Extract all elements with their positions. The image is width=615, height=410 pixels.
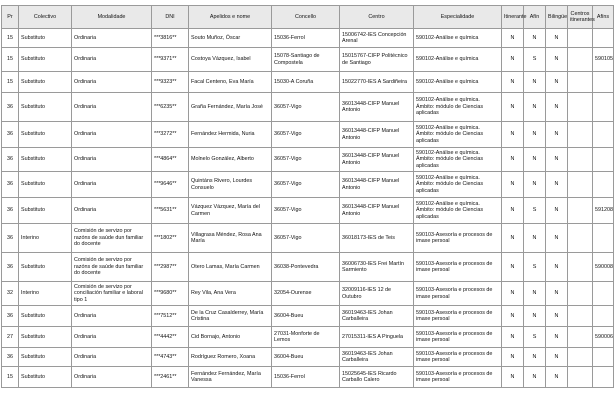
col-header-centro: Centro <box>340 6 414 29</box>
cell-afins: 590006 <box>593 327 614 348</box>
cell-itinerante: N <box>502 253 524 282</box>
cell-afins <box>593 172 614 198</box>
cell-bilingue: N <box>546 122 568 148</box>
cell-itinerante: N <box>502 72 524 93</box>
cell-itinerante: N <box>502 348 524 367</box>
col-header-concello: Concello <box>272 6 340 29</box>
cell-afin: N <box>524 93 546 122</box>
cell-afins <box>593 306 614 327</box>
cell-especialidade: 590102-Análise e química. Ámbito: módulo de Ciencias aplicadas <box>414 198 502 224</box>
cell-dni: ***6235** <box>152 93 189 122</box>
cell-concello: 32054-Ourense <box>272 282 340 306</box>
cell-afins <box>593 122 614 148</box>
table-row <box>2 198 614 224</box>
cell-colectivo: Substituto <box>19 253 72 282</box>
cell-concello: 36057-Vigo <box>272 93 340 122</box>
cell-pr: 32 <box>2 282 19 306</box>
cell-concello: 36004-Bueu <box>272 348 340 367</box>
cell-centros-itinerantes <box>568 224 593 253</box>
cell-colectivo: Substituto <box>19 93 72 122</box>
col-header-centros-itinerantes: Centros itinerantes <box>568 6 593 29</box>
cell-centros-itinerantes <box>568 348 593 367</box>
cell-afins <box>593 93 614 122</box>
cell-especialidade: 590103-Asesoría e procesos de imaxe persoal <box>414 253 502 282</box>
cell-centro: 15006742-IES Concepción Arenal <box>340 29 414 48</box>
cell-dni: ***2461** <box>152 367 189 388</box>
cell-especialidade: 590103-Asesoría e procesos de imaxe persoal <box>414 224 502 253</box>
cell-colectivo: Substituto <box>19 72 72 93</box>
cell-bilingue: N <box>546 29 568 48</box>
cell-dni: ***4442** <box>152 327 189 348</box>
cell-afins <box>593 29 614 48</box>
cell-especialidade: 590102-Análise e química <box>414 29 502 48</box>
cell-modalidade: Comisión de servizo por razóns de saúde dun familiar do docente <box>72 224 152 253</box>
cell-concello: 36057-Vigo <box>272 148 340 172</box>
cell-colectivo: Substituto <box>19 148 72 172</box>
col-header-dni: DNI <box>152 6 189 29</box>
cell-centro: 15022770-IES A Sardiñeira <box>340 72 414 93</box>
cell-modalidade: Comisión de servizo por razóns de saúde dun familiar do docente <box>72 253 152 282</box>
cell-pr: 36 <box>2 253 19 282</box>
cell-bilingue: N <box>546 72 568 93</box>
cell-nome: Costoya Vázquez, Isabel <box>189 48 272 72</box>
cell-bilingue: N <box>546 348 568 367</box>
cell-concello: 15036-Ferrol <box>272 367 340 388</box>
cell-afin: S <box>524 253 546 282</box>
cell-afin: N <box>524 29 546 48</box>
cell-colectivo: Substituto <box>19 198 72 224</box>
cell-centro: 15025645-IES Ricardo Carballo Calero <box>340 367 414 388</box>
cell-pr: 36 <box>2 93 19 122</box>
cell-centro: 32009116-IES 12 de Outubro <box>340 282 414 306</box>
cell-afin: N <box>524 148 546 172</box>
table-row <box>2 253 614 282</box>
cell-centro: 36013448-CIFP Manuel Antonio <box>340 198 414 224</box>
cell-bilingue: N <box>546 306 568 327</box>
cell-bilingue: N <box>546 327 568 348</box>
col-header-especialidade: Especialidade <box>414 6 502 29</box>
cell-pr: 36 <box>2 348 19 367</box>
cell-afins: 590008 <box>593 253 614 282</box>
cell-nome: Cid Bornajo, Antonio <box>189 327 272 348</box>
cell-nome: Vázquez Vázquez, María del Carmen <box>189 198 272 224</box>
cell-itinerante: N <box>502 93 524 122</box>
cell-dni: ***5631** <box>152 198 189 224</box>
cell-centros-itinerantes <box>568 327 593 348</box>
cell-nome: Rodríguez Romero, Xoana <box>189 348 272 367</box>
cell-centros-itinerantes <box>568 253 593 282</box>
cell-itinerante: N <box>502 148 524 172</box>
cell-itinerante: N <box>502 367 524 388</box>
cell-modalidade: Ordinaria <box>72 93 152 122</box>
table-header-row <box>2 6 614 29</box>
cell-especialidade: 590103-Asesoría e procesos de imaxe persoal <box>414 282 502 306</box>
cell-afin: N <box>524 172 546 198</box>
table-row <box>2 122 614 148</box>
cell-concello: 36057-Vigo <box>272 224 340 253</box>
cell-modalidade: Ordinaria <box>72 48 152 72</box>
cell-colectivo: Interino <box>19 282 72 306</box>
cell-bilingue: N <box>546 198 568 224</box>
cell-especialidade: 590103-Asesoría e procesos de imaxe persoal <box>414 327 502 348</box>
cell-afins <box>593 148 614 172</box>
cell-colectivo: Substituto <box>19 327 72 348</box>
cell-pr: 36 <box>2 198 19 224</box>
cell-concello: 36057-Vigo <box>272 198 340 224</box>
cell-itinerante: N <box>502 198 524 224</box>
cell-pr: 27 <box>2 327 19 348</box>
cell-afin: N <box>524 72 546 93</box>
cell-colectivo: Substituto <box>19 29 72 48</box>
col-header-modalidade: Modalidade <box>72 6 152 29</box>
assignments-table <box>1 5 614 388</box>
cell-modalidade: Ordinaria <box>72 172 152 198</box>
table-row <box>2 367 614 388</box>
cell-nome: Fernández Hermida, Nuria <box>189 122 272 148</box>
cell-nome: Villagrasa Méndez, Rosa Ana María <box>189 224 272 253</box>
cell-concello: 15030-A Coruña <box>272 72 340 93</box>
col-header-afin: Afín <box>524 6 546 29</box>
cell-colectivo: Substituto <box>19 48 72 72</box>
cell-centro: 36019463-IES Johan Carballeira <box>340 306 414 327</box>
col-header-nome: Apelidos e nome <box>189 6 272 29</box>
table-row <box>2 327 614 348</box>
cell-especialidade: 590102-Análise e química. Ámbito: módulo de Ciencias aplicadas <box>414 122 502 148</box>
cell-nome: Otero Lamas, María Carmen <box>189 253 272 282</box>
cell-centros-itinerantes <box>568 122 593 148</box>
cell-centro: 36018173-IES de Teis <box>340 224 414 253</box>
cell-colectivo: Substituto <box>19 348 72 367</box>
cell-dni: ***9680** <box>152 282 189 306</box>
cell-nome: De la Cruz Casalderrey, María Cristina <box>189 306 272 327</box>
cell-afin: N <box>524 306 546 327</box>
cell-concello: 36038-Pontevedra <box>272 253 340 282</box>
cell-centro: 36013448-CIFP Manuel Antonio <box>340 122 414 148</box>
cell-pr: 15 <box>2 72 19 93</box>
cell-itinerante: N <box>502 48 524 72</box>
cell-centro: 36013448-CIFP Manuel Antonio <box>340 148 414 172</box>
cell-especialidade: 590102-Análise e química <box>414 72 502 93</box>
cell-colectivo: Interino <box>19 224 72 253</box>
cell-centro: 15015767-CIFP Politécnico de Santiago <box>340 48 414 72</box>
cell-centros-itinerantes <box>568 367 593 388</box>
cell-afin: N <box>524 367 546 388</box>
cell-modalidade: Ordinaria <box>72 327 152 348</box>
cell-especialidade: 590103-Asesoría e procesos de imaxe persoal <box>414 306 502 327</box>
cell-especialidade: 590102-Análise e química. Ámbito: módulo de Ciencias aplicadas <box>414 93 502 122</box>
cell-afin: S <box>524 327 546 348</box>
cell-centros-itinerantes <box>568 148 593 172</box>
cell-bilingue: N <box>546 253 568 282</box>
cell-bilingue: N <box>546 367 568 388</box>
cell-nome: Facal Centeno, Eva María <box>189 72 272 93</box>
cell-afin: S <box>524 198 546 224</box>
cell-modalidade: Ordinaria <box>72 198 152 224</box>
cell-concello: 36057-Vigo <box>272 122 340 148</box>
cell-dni: ***9646** <box>152 172 189 198</box>
cell-itinerante: N <box>502 282 524 306</box>
cell-especialidade: 590103-Asesoría e procesos de imaxe persoal <box>414 348 502 367</box>
cell-concello: 36057-Vigo <box>272 172 340 198</box>
cell-pr: 36 <box>2 224 19 253</box>
cell-afins <box>593 72 614 93</box>
cell-itinerante: N <box>502 306 524 327</box>
cell-centros-itinerantes <box>568 93 593 122</box>
cell-dni: ***3272** <box>152 122 189 148</box>
col-header-bilingue: Bilingüe <box>546 6 568 29</box>
cell-pr: 36 <box>2 172 19 198</box>
cell-bilingue: N <box>546 48 568 72</box>
cell-pr: 36 <box>2 148 19 172</box>
cell-afin: N <box>524 224 546 253</box>
cell-modalidade: Ordinaria <box>72 122 152 148</box>
cell-afins <box>593 367 614 388</box>
cell-colectivo: Substituto <box>19 172 72 198</box>
col-header-itinerante: Itinerante <box>502 6 524 29</box>
cell-especialidade: 590102-Análise e química. Ámbito: módulo de Ciencias aplicadas <box>414 148 502 172</box>
col-header-colectivo: Colectivo <box>19 6 72 29</box>
col-header-pr: Pr <box>2 6 19 29</box>
cell-concello: 15036-Ferrol <box>272 29 340 48</box>
cell-colectivo: Substituto <box>19 367 72 388</box>
table-row <box>2 172 614 198</box>
cell-concello: 36004-Bueu <box>272 306 340 327</box>
cell-itinerante: N <box>502 224 524 253</box>
cell-afins: 590105 <box>593 48 614 72</box>
cell-nome: Souto Muñoz, Óscar <box>189 29 272 48</box>
cell-centro: 27015311-IES A Pinguela <box>340 327 414 348</box>
cell-dni: ***9323** <box>152 72 189 93</box>
cell-afins <box>593 224 614 253</box>
cell-bilingue: N <box>546 172 568 198</box>
cell-bilingue: N <box>546 282 568 306</box>
cell-especialidade: 590102-Análise e química <box>414 48 502 72</box>
cell-modalidade: Ordinaria <box>72 306 152 327</box>
cell-afin: N <box>524 122 546 148</box>
cell-centro: 36013448-CIFP Manuel Antonio <box>340 93 414 122</box>
cell-itinerante: N <box>502 172 524 198</box>
cell-bilingue: N <box>546 224 568 253</box>
cell-itinerante: N <box>502 29 524 48</box>
cell-modalidade: Ordinaria <box>72 148 152 172</box>
cell-dni: ***3816** <box>152 29 189 48</box>
table-row <box>2 148 614 172</box>
cell-colectivo: Substituto <box>19 122 72 148</box>
cell-nome: Fernández Fernández, María Vanessa <box>189 367 272 388</box>
cell-concello: 27031-Monforte de Lemos <box>272 327 340 348</box>
cell-dni: ***7512** <box>152 306 189 327</box>
cell-centros-itinerantes <box>568 306 593 327</box>
cell-centros-itinerantes <box>568 282 593 306</box>
cell-centros-itinerantes <box>568 198 593 224</box>
cell-pr: 36 <box>2 122 19 148</box>
cell-concello: 15078-Santiago de Compostela <box>272 48 340 72</box>
cell-afins <box>593 348 614 367</box>
cell-bilingue: N <box>546 93 568 122</box>
cell-dni: ***4864** <box>152 148 189 172</box>
cell-centro: 36019463-IES Johan Carballeira <box>340 348 414 367</box>
col-header-afins: Afíns <box>593 6 614 29</box>
cell-afins <box>593 282 614 306</box>
cell-pr: 15 <box>2 367 19 388</box>
cell-pr: 15 <box>2 48 19 72</box>
table-row <box>2 93 614 122</box>
cell-pr: 36 <box>2 306 19 327</box>
table-row <box>2 306 614 327</box>
cell-modalidade: Comisión de servizo por conciliación familiar e laboral tipo 1 <box>72 282 152 306</box>
cell-nome: Molnelo González, Alberto <box>189 148 272 172</box>
cell-centros-itinerantes <box>568 72 593 93</box>
cell-dni: ***4743** <box>152 348 189 367</box>
cell-centro: 36006730-IES Frei Martín Sarmiento <box>340 253 414 282</box>
table-body <box>2 29 614 388</box>
cell-centros-itinerantes <box>568 48 593 72</box>
cell-centros-itinerantes <box>568 29 593 48</box>
table-row <box>2 48 614 72</box>
cell-bilingue: N <box>546 148 568 172</box>
cell-dni: ***2987** <box>152 253 189 282</box>
cell-modalidade: Ordinaria <box>72 29 152 48</box>
cell-modalidade: Ordinaria <box>72 348 152 367</box>
cell-afin: N <box>524 348 546 367</box>
cell-afin: N <box>524 282 546 306</box>
cell-modalidade: Ordinaria <box>72 72 152 93</box>
cell-pr: 15 <box>2 29 19 48</box>
cell-centro: 36013448-CIFP Manuel Antonio <box>340 172 414 198</box>
table-row <box>2 282 614 306</box>
table-row <box>2 72 614 93</box>
cell-colectivo: Substituto <box>19 306 72 327</box>
cell-nome: Graña Fernández, María José <box>189 93 272 122</box>
table-row <box>2 29 614 48</box>
cell-dni: ***9371** <box>152 48 189 72</box>
cell-afins: 591208 <box>593 198 614 224</box>
cell-afin: S <box>524 48 546 72</box>
cell-nome: Rey Vila, Ana Vera <box>189 282 272 306</box>
cell-nome: Quintáns Rivero, Lourdes Consuelo <box>189 172 272 198</box>
cell-itinerante: N <box>502 122 524 148</box>
cell-dni: ***1802** <box>152 224 189 253</box>
table-row <box>2 224 614 253</box>
cell-centros-itinerantes <box>568 172 593 198</box>
table-row <box>2 348 614 367</box>
cell-especialidade: 590102-Análise e química. Ámbito: módulo de Ciencias aplicadas <box>414 172 502 198</box>
cell-itinerante: N <box>502 327 524 348</box>
cell-modalidade: Ordinaria <box>72 367 152 388</box>
cell-especialidade: 590103-Asesoría e procesos de imaxe persoal <box>414 367 502 388</box>
